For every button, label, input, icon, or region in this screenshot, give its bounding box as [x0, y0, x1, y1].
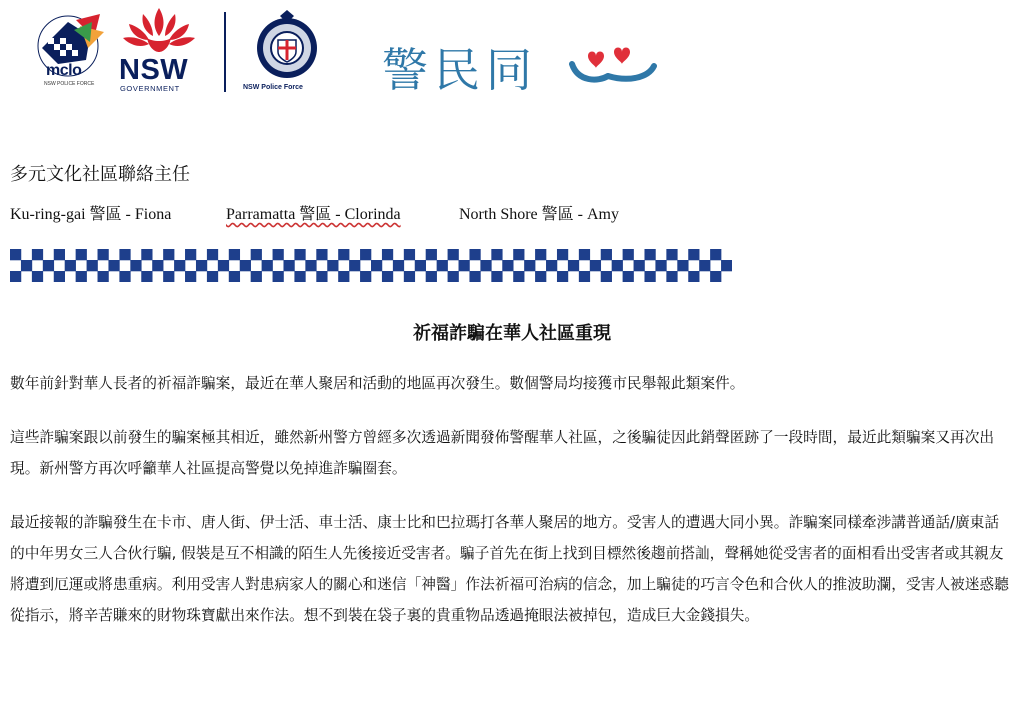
mclo-wordmark: mclo — [46, 62, 82, 79]
article-paragraph-3: 最近接報的詐騙發生在卡市、唐人街、伊士活、車士活、康士比和巴拉瑪打各華人聚居的地方。受害人的遭遇大同小異。詐騙案同樣牽涉講普通話/廣東話的中年男女三人合伙行騙, 假裝是互不相識的陌生人先後接近受害者。騙子首先在街上找到目標然後趨前搭訕，聲稱她從受害者的面相看出受害者或其親友將遭到厄運或將患重病。利用受害人對患病家人的關心和迷信「神醫」作法祈福可治病的信念，加上騙徒的巧言令色和合伙人的推波助瀾，受害人被迷惑聽從指示，將辛苦賺來的財物珠寶獻出來作法。想不到裝在袋子裏的貴重物品透過掩眼法被掉包，造成巨大金錢損失。 — [10, 514, 1009, 624]
police-badge-icon — [252, 10, 322, 86]
logo-bar — [0, 0, 1024, 120]
article-paragraph-1: 數年前針對華人長者的祈福詐騙案，最近在華人聚居和活動的地區再次發生。數個警局均接獲市民舉報此類案件。 — [10, 375, 745, 392]
heart-xin-icon — [568, 42, 658, 86]
logo-divider — [224, 12, 226, 92]
article-paragraph-2: 這些詐騙案跟以前發生的騙案極其相近，雖然新州警方曾經多次透過新聞發佈警醒華人社區，之後騙徒因此銷聲匿跡了一段時間，最近此類騙案又再次出現。新州警方再次呼籲華人社區提高警覺以免掉進詐騙圈套。 — [10, 429, 995, 477]
police-force-label: NSW Police Force — [243, 84, 303, 91]
officer-fiona: Ku-ring-gai 警區 - Fiona — [10, 206, 172, 223]
police-checker-band — [10, 249, 732, 282]
brand-title: 警民同 — [382, 43, 538, 97]
contacts-title: 多元文化社區聯絡主任 — [10, 164, 190, 185]
mclo-subtitle: NSW POLICE FORCE — [44, 81, 95, 87]
nsw-wordmark: NSW — [119, 54, 189, 86]
nsw-government-label: GOVERNMENT — [120, 84, 180, 93]
officer-clorinda: Parramatta 警區 - Clorinda — [226, 206, 401, 223]
officer-amy: North Shore 警區 - Amy — [459, 206, 619, 223]
article-headline: 祈福詐騙在華人社區重現 — [413, 323, 611, 344]
